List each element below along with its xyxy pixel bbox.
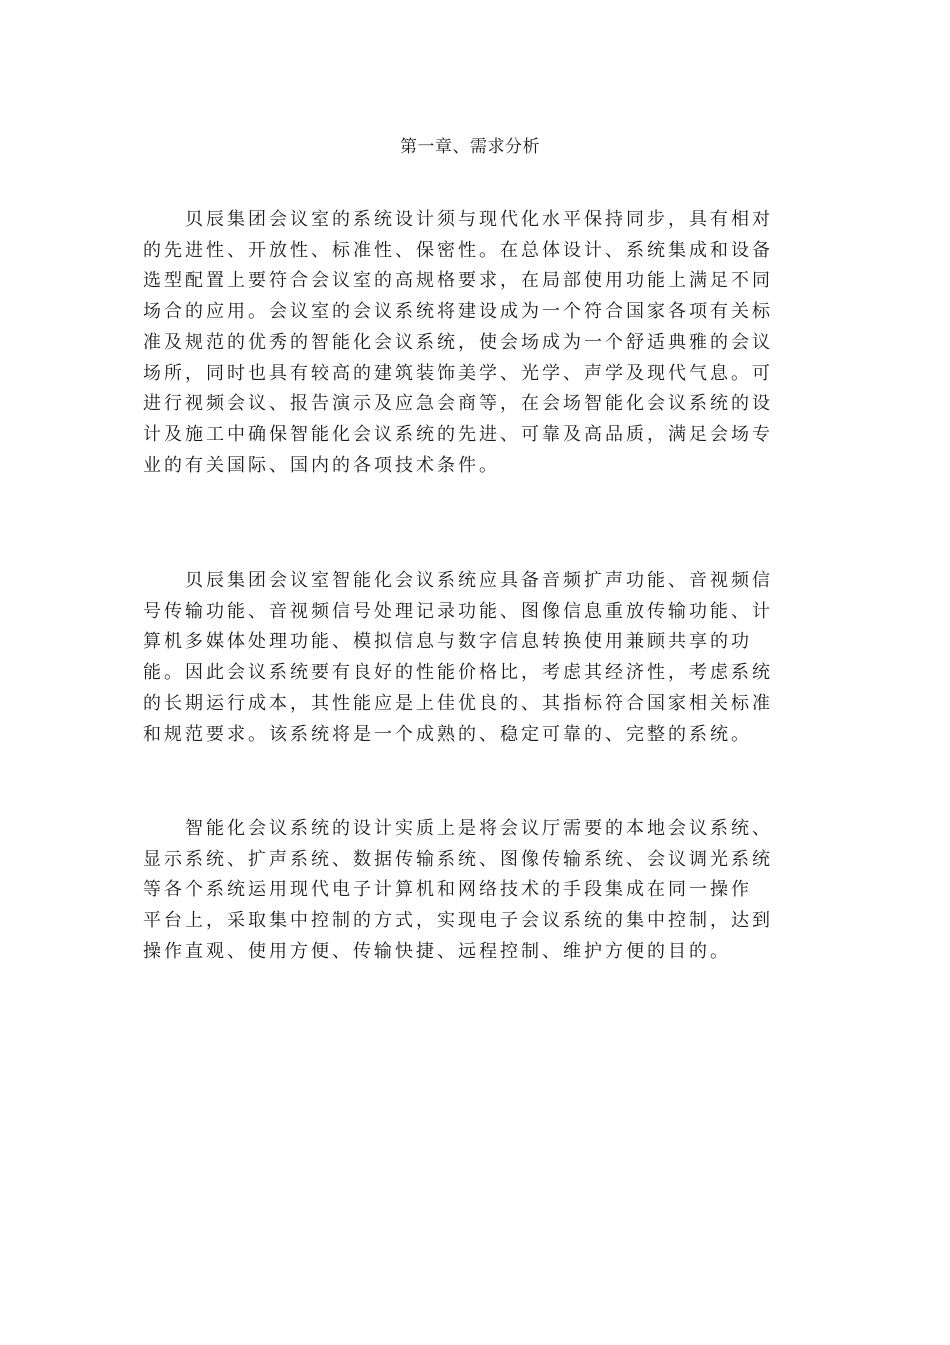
body-paragraph-3: 智能化会议系统的设计实质上是将会议厅需要的本地会议系统、 显示系统、扩声系统、数据传输系统、图像传输系统、会议调光系统 等各个系统运用现代电子计算机和网络技术的手段集成在同一操作 平台上，采取集中控制的方式，实现电子会议系统的集中控制，达到 操作直观、使用方便、传输快捷、远程控制、维护方便的目的。 [143, 818, 773, 962]
chapter-title: 第一章、需求分析 [400, 137, 540, 157]
body-paragraph-2: 贝辰集团会议室智能化会议系统应具备音频扩声功能、音视频信 号传输功能、音视频信号处理记录功能、图像信息重放传输功能、计 算机多媒体处理功能、模拟信息与数字信息转换使用兼顾共享的功 能。因此会议系统要有良好的性能价格比，考虑其经济性，考虑系统 的长期运行成本，其性能应是上佳优良的、其指标符合国家相关标准 和规范要求。该系统将是一个成熟的、稳定可靠的、完整的系统。 [143, 570, 773, 745]
body-paragraph-1: 贝辰集团会议室的系统设计须与现代化水平保持同步，具有相对 的先进性、开放性、标准性、保密性。在总体设计、系统集成和设备 选型配置上要符合会议室的高规格要求，在局部使用功能上满足不同 场合的应用。会议室的会议系统将建设成为一个符合国家各项有关标 准及规范的优秀的智能化会议系统，使会场成为一个舒适典雅的会议 场所，同时也具有较高的建筑装饰美学、光学、声学及现代气息。可 进行视频会议、报告演示及应急会商等，在会场智能化会议系统的设 计及施工中确保智能化会议系统的先进、可靠及高品质，满足会场专 业的有关国际、国内的各项技术条件。 [143, 209, 773, 476]
